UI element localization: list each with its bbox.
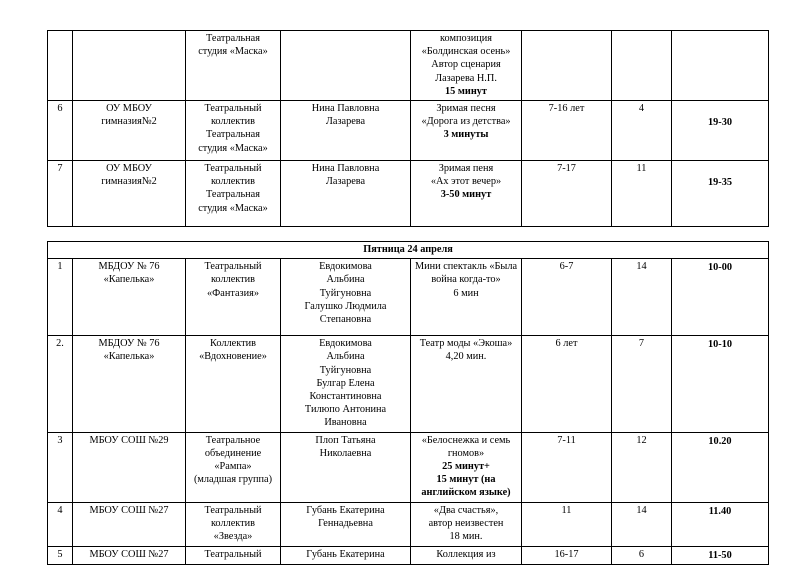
group-line-2: студия «Маска» bbox=[198, 46, 268, 58]
cell-group bbox=[186, 31, 281, 101]
cell-organization bbox=[73, 336, 186, 432]
work-line-1: Зримая пеня bbox=[438, 163, 494, 175]
cell-count: 14 bbox=[612, 259, 672, 336]
cell-organization bbox=[73, 546, 186, 564]
cell-number: 6 bbox=[48, 101, 73, 161]
cell-time bbox=[672, 31, 769, 101]
group-line-2: коллектив bbox=[210, 274, 256, 286]
org-line-1: МБОУ СОШ №29 bbox=[89, 434, 169, 446]
time-value: 11.40 bbox=[708, 505, 732, 517]
org-line-1: ОУ МБОУ bbox=[106, 163, 152, 175]
cell-work bbox=[411, 546, 522, 564]
leader-line-5: Константиновна bbox=[309, 391, 382, 403]
cell-organization bbox=[73, 161, 186, 227]
time-value: 10-10 bbox=[707, 339, 733, 351]
work-line-1: «Два счастья», bbox=[433, 504, 499, 516]
leader-line-2: Альбина bbox=[326, 274, 365, 286]
cell-leader bbox=[281, 432, 411, 502]
leader-line-6: Тилюпо Антонина bbox=[304, 404, 387, 416]
cell-organization bbox=[73, 432, 186, 502]
cell-leader bbox=[281, 502, 411, 546]
cell-work bbox=[411, 259, 522, 336]
cell-time bbox=[672, 502, 769, 546]
work-line-1: «Белоснежка и семь bbox=[421, 434, 511, 446]
cell-work bbox=[411, 336, 522, 432]
org-line-1: ОУ МБОУ bbox=[106, 103, 152, 115]
cell-count: 6 bbox=[612, 546, 672, 564]
leader-line-3: Туйгуновна bbox=[319, 287, 372, 299]
table-row bbox=[48, 161, 769, 227]
cell-age: 7-11 bbox=[522, 432, 612, 502]
work-line-2: гномов» bbox=[447, 447, 485, 459]
cell-count: 7 bbox=[612, 336, 672, 432]
leader-line-1: Плоп Татьяна bbox=[315, 434, 376, 446]
work-line-2: 4,20 мин. bbox=[445, 351, 487, 363]
cell-age: 7-16 лет bbox=[522, 101, 612, 161]
group-line-2: коллектив bbox=[210, 176, 256, 188]
leader-line-4: Галушко Людмила bbox=[304, 300, 387, 312]
cell-time bbox=[672, 101, 769, 161]
group-line-3: Театральная bbox=[206, 129, 260, 141]
cell-work bbox=[411, 502, 522, 546]
cell-group bbox=[186, 546, 281, 564]
table-row bbox=[48, 546, 769, 564]
leader-line-1: Евдокимова bbox=[319, 338, 372, 350]
org-line-2: «Капелька» bbox=[103, 274, 155, 286]
time-value: 10-00 bbox=[707, 262, 733, 274]
cell-leader bbox=[281, 161, 411, 227]
group-line-3: «Рампа» bbox=[214, 461, 252, 473]
org-line-2: гимназия№2 bbox=[101, 176, 157, 188]
org-line-1: МБОУ СОШ №27 bbox=[89, 548, 169, 560]
org-line-1: МБДОУ № 76 bbox=[98, 261, 160, 273]
group-line-4: студия «Маска» bbox=[198, 142, 268, 154]
work-line-4: Лазарева Н.П. bbox=[435, 72, 497, 84]
cell-count: 4 bbox=[612, 101, 672, 161]
time-value: 10.20 bbox=[708, 435, 732, 447]
table-row bbox=[48, 336, 769, 432]
cell-group bbox=[186, 432, 281, 502]
time-value: 19-30 bbox=[707, 117, 733, 129]
table-row bbox=[48, 432, 769, 502]
cell-age bbox=[522, 31, 612, 101]
time-value: 11-50 bbox=[708, 549, 732, 561]
cell-count bbox=[612, 31, 672, 101]
group-line-1: Театральная bbox=[206, 33, 260, 44]
continuation-table bbox=[47, 30, 769, 227]
cell-number bbox=[48, 31, 73, 101]
cell-time bbox=[672, 259, 769, 336]
cell-time bbox=[672, 161, 769, 227]
cell-age: 6 лет bbox=[522, 336, 612, 432]
work-duration: 3 минуты bbox=[443, 129, 489, 141]
group-line-1: Театральный bbox=[204, 548, 262, 560]
leader-line-7: Ивановна bbox=[324, 417, 367, 429]
group-line-1: Театральный bbox=[204, 163, 262, 175]
org-line-2: «Капелька» bbox=[103, 351, 155, 363]
table-row bbox=[48, 31, 769, 101]
leader-line-1: Губань Екатерина bbox=[306, 548, 385, 560]
day-header-title: Пятница 24 апреля bbox=[48, 242, 769, 259]
cell-number: 7 bbox=[48, 161, 73, 227]
group-line-3: Театральная bbox=[206, 189, 260, 201]
work-line-1: Коллекция из bbox=[436, 548, 496, 560]
leader-line-1: Нина Павловна bbox=[311, 103, 380, 115]
group-line-2: коллектив bbox=[210, 116, 256, 128]
time-value: 19-35 bbox=[707, 177, 733, 189]
leader-line-4: Булгар Елена bbox=[316, 377, 375, 389]
work-line-2: «Дорога из детства» bbox=[421, 116, 511, 128]
group-line-1: Коллектив bbox=[210, 338, 256, 350]
group-line-4: (младшая группа) bbox=[193, 474, 273, 486]
work-duration: 25 минут+ bbox=[442, 461, 490, 473]
cell-leader bbox=[281, 31, 411, 101]
cell-work bbox=[411, 101, 522, 161]
cell-time bbox=[672, 432, 769, 502]
cell-group bbox=[186, 101, 281, 161]
cell-leader bbox=[281, 336, 411, 432]
group-line-3: «Фантазия» bbox=[206, 287, 260, 299]
group-line-4: студия «Маска» bbox=[198, 202, 268, 214]
work-line-1: композиция bbox=[440, 33, 492, 44]
work-duration: 3-50 минут bbox=[440, 189, 492, 201]
work-line-2: «Ах этот вечер» bbox=[430, 176, 502, 188]
leader-line-2: Николаевна bbox=[319, 447, 372, 459]
cell-organization bbox=[73, 101, 186, 161]
cell-number: 3 bbox=[48, 432, 73, 502]
table-break-spacer bbox=[47, 227, 768, 241]
table-row bbox=[48, 101, 769, 161]
group-line-1: Театральный bbox=[204, 261, 262, 273]
cell-group bbox=[186, 161, 281, 227]
cell-age: 7-17 bbox=[522, 161, 612, 227]
work-line-3: 6 мин bbox=[453, 287, 479, 299]
org-line-1: МБОУ СОШ №27 bbox=[89, 504, 169, 516]
friday-schedule-table bbox=[47, 241, 769, 565]
cell-count: 14 bbox=[612, 502, 672, 546]
org-line-1: МБДОУ № 76 bbox=[98, 338, 160, 350]
leader-line-2: Лазарева bbox=[325, 176, 366, 188]
leader-line-1: Нина Павловна bbox=[311, 163, 380, 175]
work-duration-3: английском языке) bbox=[421, 487, 511, 499]
cell-number: 5 bbox=[48, 546, 73, 564]
cell-age: 11 bbox=[522, 502, 612, 546]
leader-line-1: Губань Екатерина bbox=[306, 504, 385, 516]
leader-line-5: Степановна bbox=[319, 314, 372, 326]
work-line-2: автор неизвестен bbox=[428, 517, 504, 529]
leader-line-1: Евдокимова bbox=[319, 261, 372, 273]
work-duration: 15 минут bbox=[445, 85, 487, 97]
cell-work bbox=[411, 432, 522, 502]
time-value bbox=[674, 32, 766, 46]
cell-age: 6-7 bbox=[522, 259, 612, 336]
cell-number: 2. bbox=[48, 336, 73, 432]
schedule-tables-container bbox=[47, 30, 768, 565]
cell-time bbox=[672, 546, 769, 564]
leader-line-2: Лазарева bbox=[325, 116, 366, 128]
leader-line-3: Туйгуновна bbox=[319, 364, 372, 376]
cell-time bbox=[672, 336, 769, 432]
leader-line-2: Альбина bbox=[326, 351, 365, 363]
group-line-3: «Звезда» bbox=[213, 531, 253, 543]
cell-group bbox=[186, 259, 281, 336]
cell-work bbox=[411, 161, 522, 227]
cell-group bbox=[186, 502, 281, 546]
group-line-2: «Вдохновение» bbox=[199, 351, 267, 363]
table-row bbox=[48, 502, 769, 546]
cell-count: 12 bbox=[612, 432, 672, 502]
cell-number: 4 bbox=[48, 502, 73, 546]
cell-number: 1 bbox=[48, 259, 73, 336]
work-line-1: Мини спектакль «Была bbox=[414, 261, 518, 273]
group-line-1: Театральный bbox=[204, 504, 262, 516]
cell-group bbox=[186, 336, 281, 432]
work-line-2: война когда-то» bbox=[431, 274, 501, 286]
cell-count: 11 bbox=[612, 161, 672, 227]
cell-work bbox=[411, 31, 522, 101]
cell-organization bbox=[73, 31, 186, 101]
work-line-1: Зримая песня bbox=[436, 103, 496, 115]
work-line-1: Театр моды «Экоша» bbox=[419, 338, 513, 350]
work-line-3: Автор сценария bbox=[431, 59, 501, 71]
cell-leader bbox=[281, 259, 411, 336]
group-line-2: объединение bbox=[204, 447, 262, 459]
group-line-1: Театральное bbox=[205, 434, 261, 446]
day-header-row bbox=[48, 242, 769, 259]
table-row bbox=[48, 259, 769, 336]
cell-organization bbox=[73, 259, 186, 336]
leader-line-2: Геннадьевна bbox=[318, 517, 373, 529]
cell-leader bbox=[281, 101, 411, 161]
group-line-1: Театральный bbox=[204, 103, 262, 115]
work-line-2: «Болдинская осень» bbox=[421, 46, 511, 58]
cell-organization bbox=[73, 502, 186, 546]
org-line-2: гимназия№2 bbox=[101, 116, 157, 128]
cell-age: 16-17 bbox=[522, 546, 612, 564]
work-duration-2: 15 минут (на bbox=[436, 474, 496, 486]
work-line-3: 18 мин. bbox=[449, 531, 483, 543]
cell-leader bbox=[281, 546, 411, 564]
group-line-2: коллектив bbox=[210, 517, 256, 529]
